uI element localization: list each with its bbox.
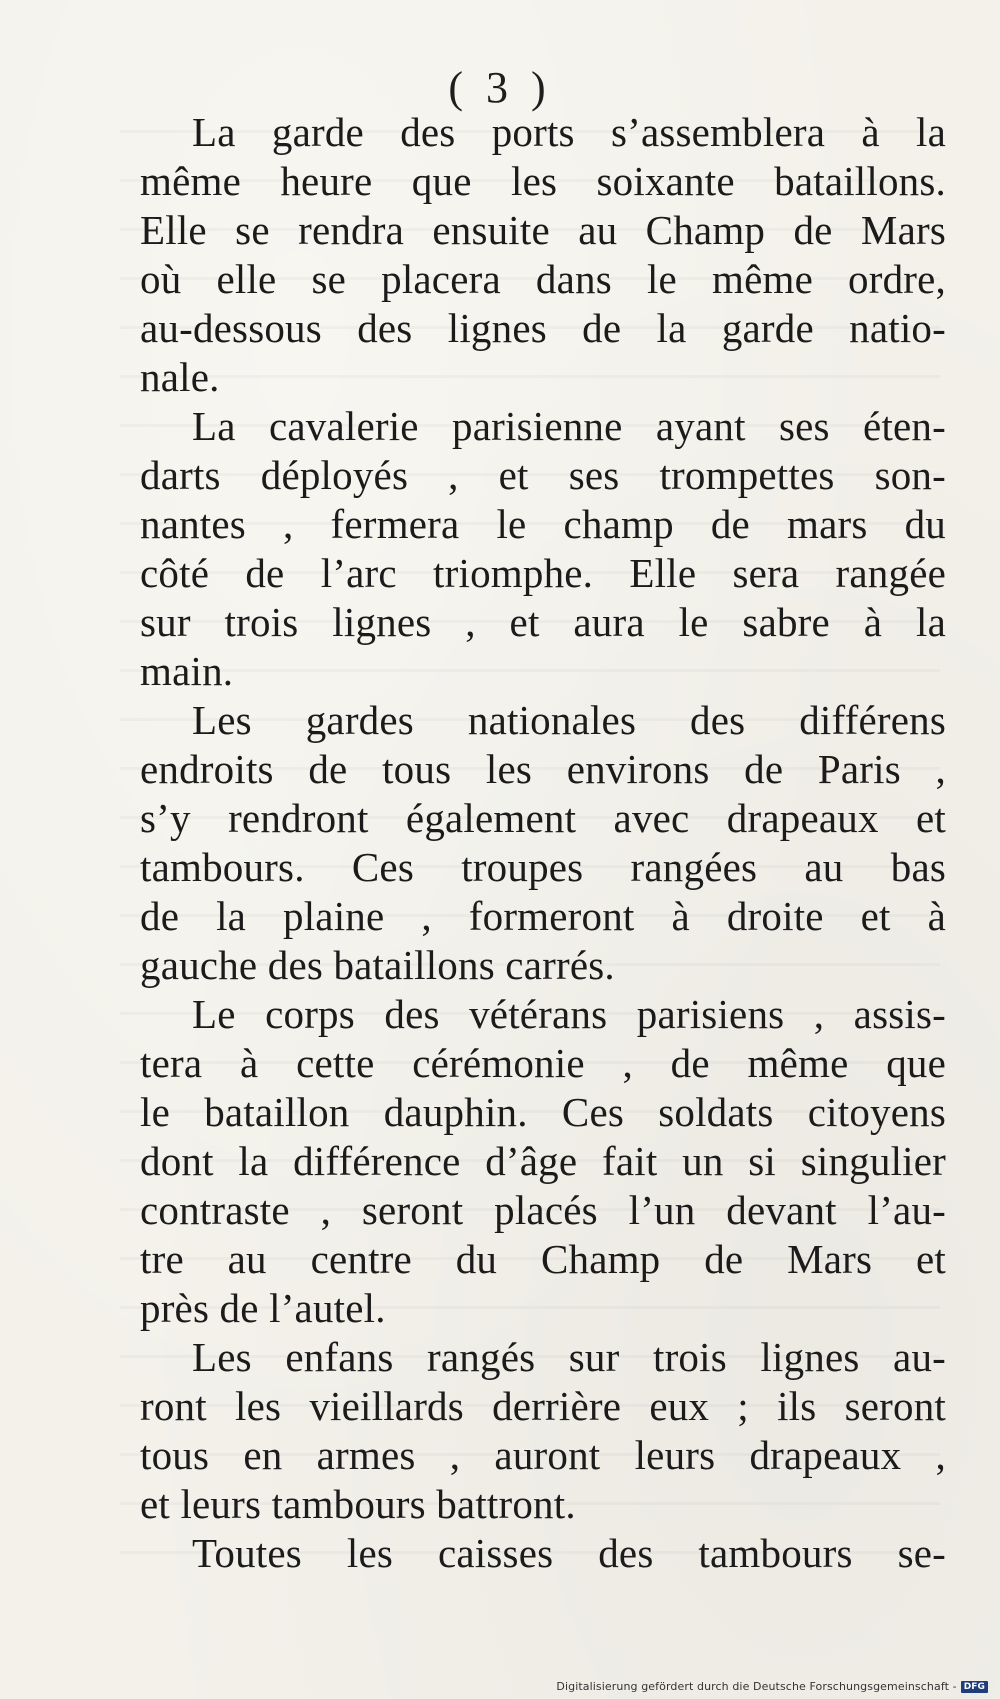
text-line: tambours. Ces troupes rangées au bas (140, 844, 946, 890)
text-line: de la plaine , formeront à droite et à (140, 893, 946, 939)
text-line: côté de l’arc triomphe. Elle sera rangée (140, 550, 946, 596)
text-line: darts déployés , et ses trompettes son- (140, 452, 946, 498)
text-line: tous en armes , auront leurs drapeaux , (140, 1432, 946, 1478)
text-line: où elle se placera dans le même ordre, (140, 256, 946, 302)
text-line: Toutes les caisses des tambours se- (192, 1530, 946, 1576)
body-text (140, 108, 946, 1578)
text-line: tera à cette cérémonie , de même que (140, 1040, 946, 1086)
text-line: le bataillon dauphin. Ces soldats citoyens (140, 1089, 946, 1135)
text-line: contraste , seront placés l’un devant l’au- (140, 1187, 946, 1233)
text-line: La cavalerie parisienne ayant ses éten- (192, 403, 946, 449)
text-line: près de l’autel. (140, 1285, 386, 1331)
text-line: même heure que les soixante bataillons. (140, 158, 946, 204)
text-line: nale. (140, 354, 220, 400)
text-line: et leurs tambours battront. (140, 1481, 576, 1527)
text-line: Le corps des vétérans parisiens , assis- (192, 991, 946, 1037)
text-line: tre au centre du Champ de Mars et (140, 1236, 946, 1282)
text-line: main. (140, 648, 234, 694)
digitization-credit (556, 1680, 988, 1693)
text-line: s’y rendront également avec drapeaux et (140, 795, 946, 841)
dfg-logo: DFG (961, 1681, 988, 1693)
text-line: Elle se rendra ensuite au Champ de Mars (140, 207, 946, 253)
text-line: endroits de tous les environs de Paris , (140, 746, 946, 792)
page-number: ( 3 ) (448, 63, 552, 112)
text-line: ront les vieillards derrière eux ; ils seront (140, 1383, 946, 1429)
text-line: La garde des ports s’assemblera à la (192, 109, 946, 155)
text-line: dont la différence d’âge fait un si singulier (140, 1138, 946, 1184)
text-line: nantes , fermera le champ de mars du (140, 501, 946, 547)
credit-text: Digitalisierung gefördert durch die Deutsche Forschungsgemeinschaft - (556, 1680, 957, 1693)
text-line: sur trois lignes , et aura le sabre à la (140, 599, 946, 645)
text-line: gauche des bataillons carrés. (140, 942, 615, 988)
text-line: Les enfans rangés sur trois lignes au- (192, 1334, 946, 1380)
text-line: au-dessous des lignes de la garde natio- (140, 305, 946, 351)
text-line: Les gardes nationales des différens (192, 697, 946, 743)
